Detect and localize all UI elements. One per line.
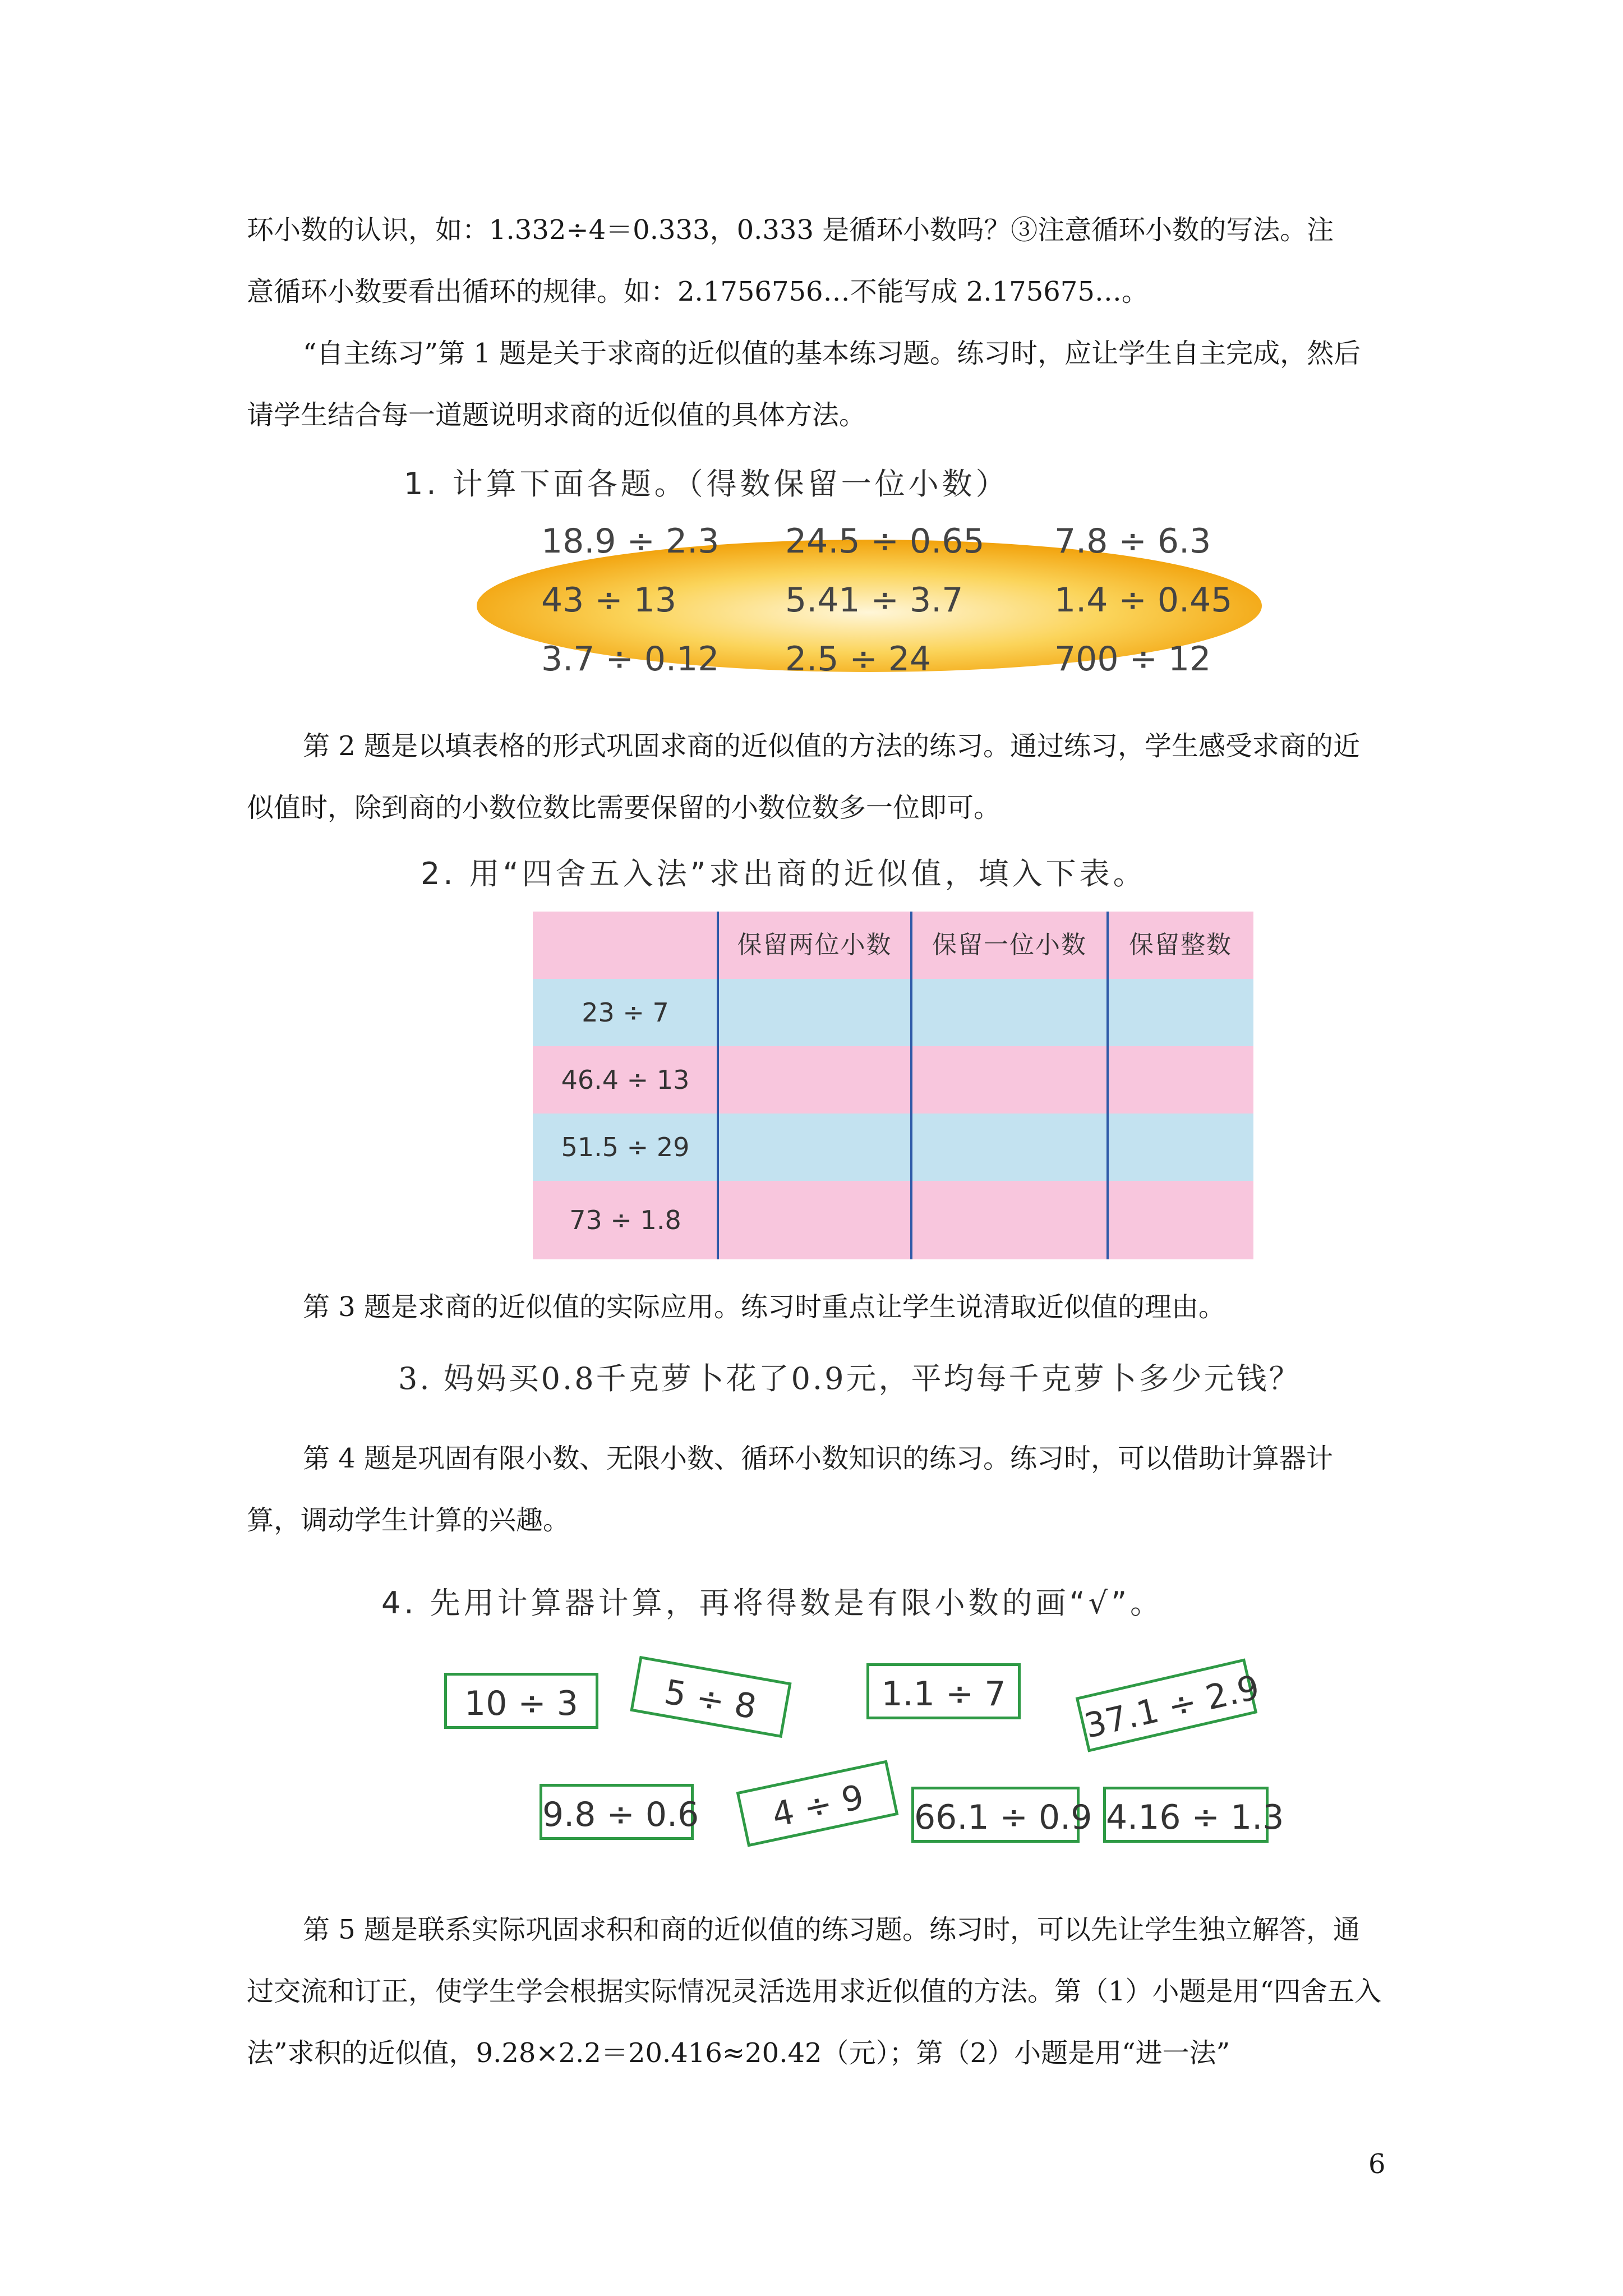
table-column-divider [1106,912,1109,1259]
table-header-cell: 保留两位小数 [737,931,892,959]
exercise-1-item: 1.4 ÷ 0.45 [1054,581,1233,620]
exercise-4-card: 4 ÷ 9 [736,1760,899,1847]
exercise-1-item: 5.41 ÷ 3.7 [785,581,963,620]
table-row-label: 51.5 ÷ 29 [561,1132,690,1162]
table-column-divider [910,912,912,1259]
exercise-1-item: 24.5 ÷ 0.65 [785,522,985,561]
page-number: 6 [1368,2148,1386,2180]
table-row [533,1114,1253,1181]
exercise-4-heading: 4. 先用计算器计算，再将得数是有限小数的画“√”。 [381,1585,1164,1621]
paragraph-6: 第 5 题是联系实际巩固求积和商的近似值的练习题。练习时，可以先让学生独立解答，通过交流和订正，使学生学会根据实际情况灵活选用求近似值的方法。第（1）小题是用“四舍五入法”求积的近似值，9.28×2.2＝20.416≈20.42（元）；第（2）小题是用“进一法” [247,1914,1382,2069]
exercise-1-item: 43 ÷ 13 [541,581,677,620]
paragraph-3: 第 2 题是以填表格的形式巩固求商的近似值的方法的练习。通过练习，学生感受求商的近似值时，除到商的小数位数比需要保留的小数位数多一位即可。 [247,730,1361,823]
exercise-1-item: 2.5 ÷ 24 [785,639,932,679]
exercise-4-card: 66.1 ÷ 0.9 [911,1787,1080,1843]
exercise-3-text: 3. 妈妈买0.8千克萝卜花了0.9元，平均每千克萝卜多少元钱？ [398,1361,1302,1396]
exercise-2-table [533,912,1253,1259]
exercise-4-card: 1.1 ÷ 7 [866,1663,1021,1719]
paragraph-2: “自主练习”第 1 题是关于求商的近似值的基本练习题。练习时，应让学生自主完成，然后请学生结合每一道题说明求商的近似值的具体方法。 [247,338,1361,431]
exercise-4-card: 5 ÷ 8 [630,1656,791,1738]
exercise-1-item: 7.8 ÷ 6.3 [1054,522,1211,561]
exercise-1-heading: 1. 计算下面各题。（得数保留一位小数） [404,466,1009,501]
paragraph-4: 第 3 题是求商的近似值的实际应用。练习时重点让学生说清取近似值的理由。 [303,1291,1226,1323]
table-row-label: 23 ÷ 7 [582,997,669,1028]
exercise-2-heading: 2. 用“四舍五入法”求出商的近似值，填入下表。 [421,856,1147,891]
table-header-cell: 保留一位小数 [932,931,1087,959]
exercise-4-card: 37.1 ÷ 2.9 [1076,1658,1258,1752]
table-row [533,1046,1253,1114]
table-column-divider [717,912,719,1259]
exercise-4-card: 9.8 ÷ 0.6 [540,1784,694,1840]
table-header-row [533,912,1253,979]
table-row [533,1181,1253,1259]
table-row-label: 46.4 ÷ 13 [561,1065,690,1095]
exercise-1-item: 700 ÷ 12 [1054,639,1211,679]
table-row [533,979,1253,1046]
paragraph-1-line-2: 意循环小数要看出循环的规律。如：2.1756756…不能写成 2.175675…。 [247,276,1149,307]
paragraph-1-line-1: 环小数的认识，如：1.332÷4＝0.333，0.333 是循环小数吗？③注意循环小数的写法。注 [247,214,1334,246]
table-header-cell: 保留整数 [1129,931,1232,959]
paragraph-5: 第 4 题是巩固有限小数、无限小数、循环小数知识的练习。练习时，可以借助计算器计算，调动学生计算的兴趣。 [247,1443,1334,1536]
exercise-1-item: 3.7 ÷ 0.12 [541,639,720,679]
exercise-1-item: 18.9 ÷ 2.3 [541,522,720,561]
exercise-4-card: 4.16 ÷ 1.3 [1103,1787,1269,1843]
exercise-4-card: 10 ÷ 3 [444,1673,598,1729]
table-row-label: 73 ÷ 1.8 [569,1205,681,1235]
